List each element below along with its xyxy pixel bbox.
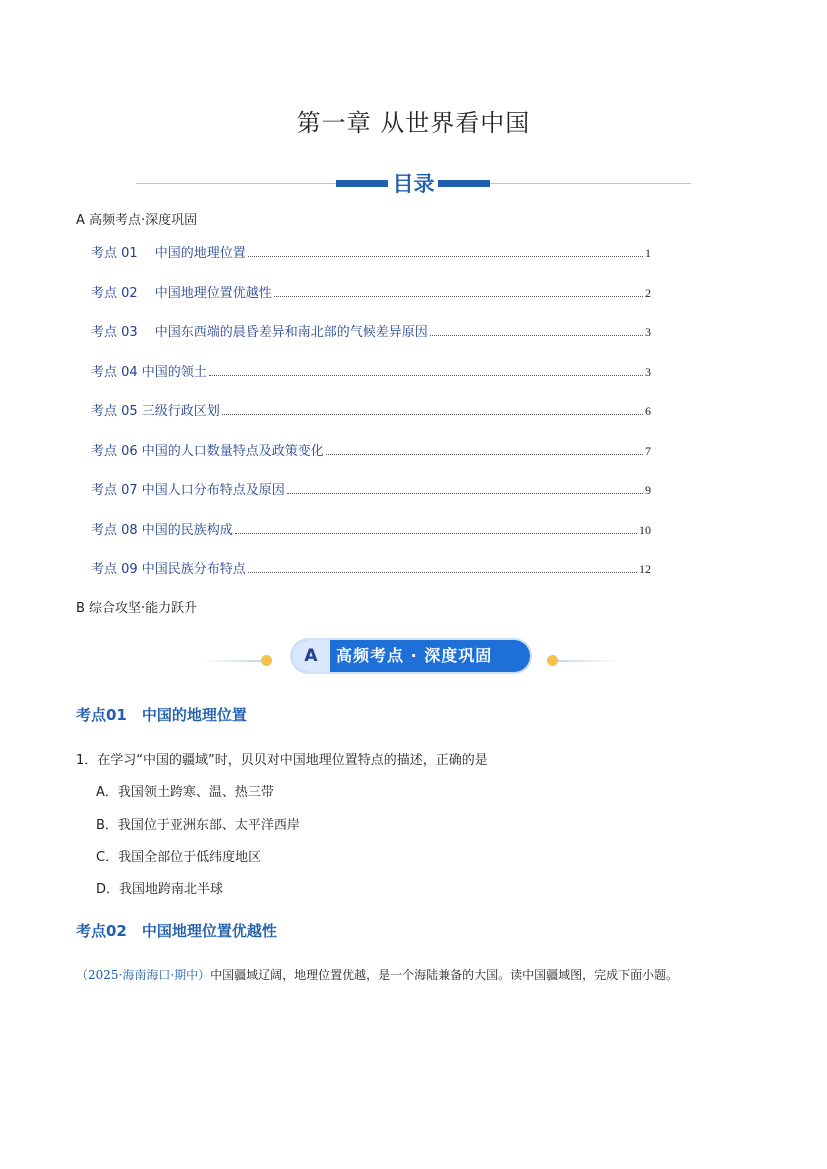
toc-leader bbox=[222, 414, 643, 415]
toc-item-page: 10 bbox=[639, 523, 651, 537]
toc-item-page: 2 bbox=[645, 286, 651, 300]
toc-item[interactable] bbox=[91, 320, 651, 340]
toc-item-label: 考点 07 中国人口分布特点及原因 bbox=[91, 483, 285, 498]
toc-item-page: 1 bbox=[645, 246, 651, 260]
question-stem: 1．在学习“中国的疆域”时，贝贝对中国地理位置特点的描述，正确的是 bbox=[76, 753, 488, 768]
option-b[interactable]: B．我国位于亚洲东部、太平洋西岸 bbox=[96, 818, 300, 833]
toc-item[interactable] bbox=[91, 241, 651, 261]
toc-item-page: 12 bbox=[639, 562, 651, 576]
toc-item-label: 考点 06 中国的人口数量特点及政策变化 bbox=[91, 444, 324, 459]
toc-title: 目录 bbox=[392, 172, 435, 196]
option-a[interactable]: A．我国领土跨寒、温、热三带 bbox=[96, 785, 274, 800]
toc-item-label: 考点 04 中国的领土 bbox=[91, 365, 207, 380]
option-c[interactable]: C．我国全部位于低纬度地区 bbox=[96, 850, 262, 865]
toc-item-page: 3 bbox=[645, 365, 651, 379]
banner-line-left bbox=[200, 660, 262, 662]
toc-item-label: 考点 09 中国民族分布特点 bbox=[91, 562, 246, 577]
toc-item[interactable] bbox=[91, 281, 651, 301]
toc-item-page: 7 bbox=[645, 444, 651, 458]
option-d[interactable]: D．我国地跨南北半球 bbox=[96, 882, 224, 897]
toc-item[interactable] bbox=[91, 439, 651, 459]
passage-source: （2025·海南海口·期中） bbox=[76, 968, 211, 982]
toc-section-a[interactable]: A 高频考点·深度巩固 bbox=[76, 213, 198, 228]
toc-leader bbox=[274, 296, 643, 297]
banner-line-right bbox=[558, 660, 620, 662]
toc-leader bbox=[248, 256, 643, 257]
banner-dot-right bbox=[547, 655, 558, 666]
toc-item-label: 考点 05 三级行政区划 bbox=[91, 404, 220, 419]
banner-dot-left bbox=[261, 655, 272, 666]
toc-item-page: 6 bbox=[645, 404, 651, 418]
toc-item[interactable] bbox=[91, 518, 651, 538]
banner-pill bbox=[292, 640, 530, 672]
toc-item-label: 考点 08 中国的民族构成 bbox=[91, 523, 233, 538]
toc-leader bbox=[430, 335, 643, 336]
toc-item[interactable] bbox=[91, 399, 651, 419]
toc-leader bbox=[248, 572, 637, 573]
toc-item-label: 考点 03 中国东西端的晨昏差异和南北部的气候差异原因 bbox=[91, 325, 428, 340]
kp02-heading: 考点02 中国地理位置优越性 bbox=[76, 922, 277, 940]
toc-heading bbox=[136, 170, 691, 196]
toc-leader bbox=[287, 493, 643, 494]
toc-item[interactable] bbox=[91, 478, 651, 498]
passage-text: 中国疆域辽阔，地理位置优越，是一个海陆兼备的大国。读中国疆域图，完成下面小题。 bbox=[210, 968, 679, 982]
kp01-heading: 考点01 中国的地理位置 bbox=[76, 706, 247, 724]
toc-item-label: 考点 02 中国地理位置优越性 bbox=[91, 286, 272, 301]
banner-text: 高频考点 · 深度巩固 bbox=[336, 646, 493, 665]
chapter-title: 第一章 从世界看中国 bbox=[296, 109, 531, 137]
section-banner bbox=[200, 638, 620, 674]
toc-item[interactable] bbox=[91, 557, 651, 577]
passage bbox=[76, 960, 756, 990]
banner-letter: A bbox=[292, 640, 330, 672]
toc-item-page: 9 bbox=[645, 483, 651, 497]
toc-leader bbox=[209, 375, 643, 376]
toc-item[interactable] bbox=[91, 360, 651, 380]
toc-section-b[interactable]: B 综合攻坚·能力跃升 bbox=[76, 601, 198, 616]
toc-item-label: 考点 01 中国的地理位置 bbox=[91, 246, 246, 261]
toc-leader bbox=[326, 454, 643, 455]
toc-item-page: 3 bbox=[645, 325, 651, 339]
toc-leader bbox=[235, 533, 637, 534]
